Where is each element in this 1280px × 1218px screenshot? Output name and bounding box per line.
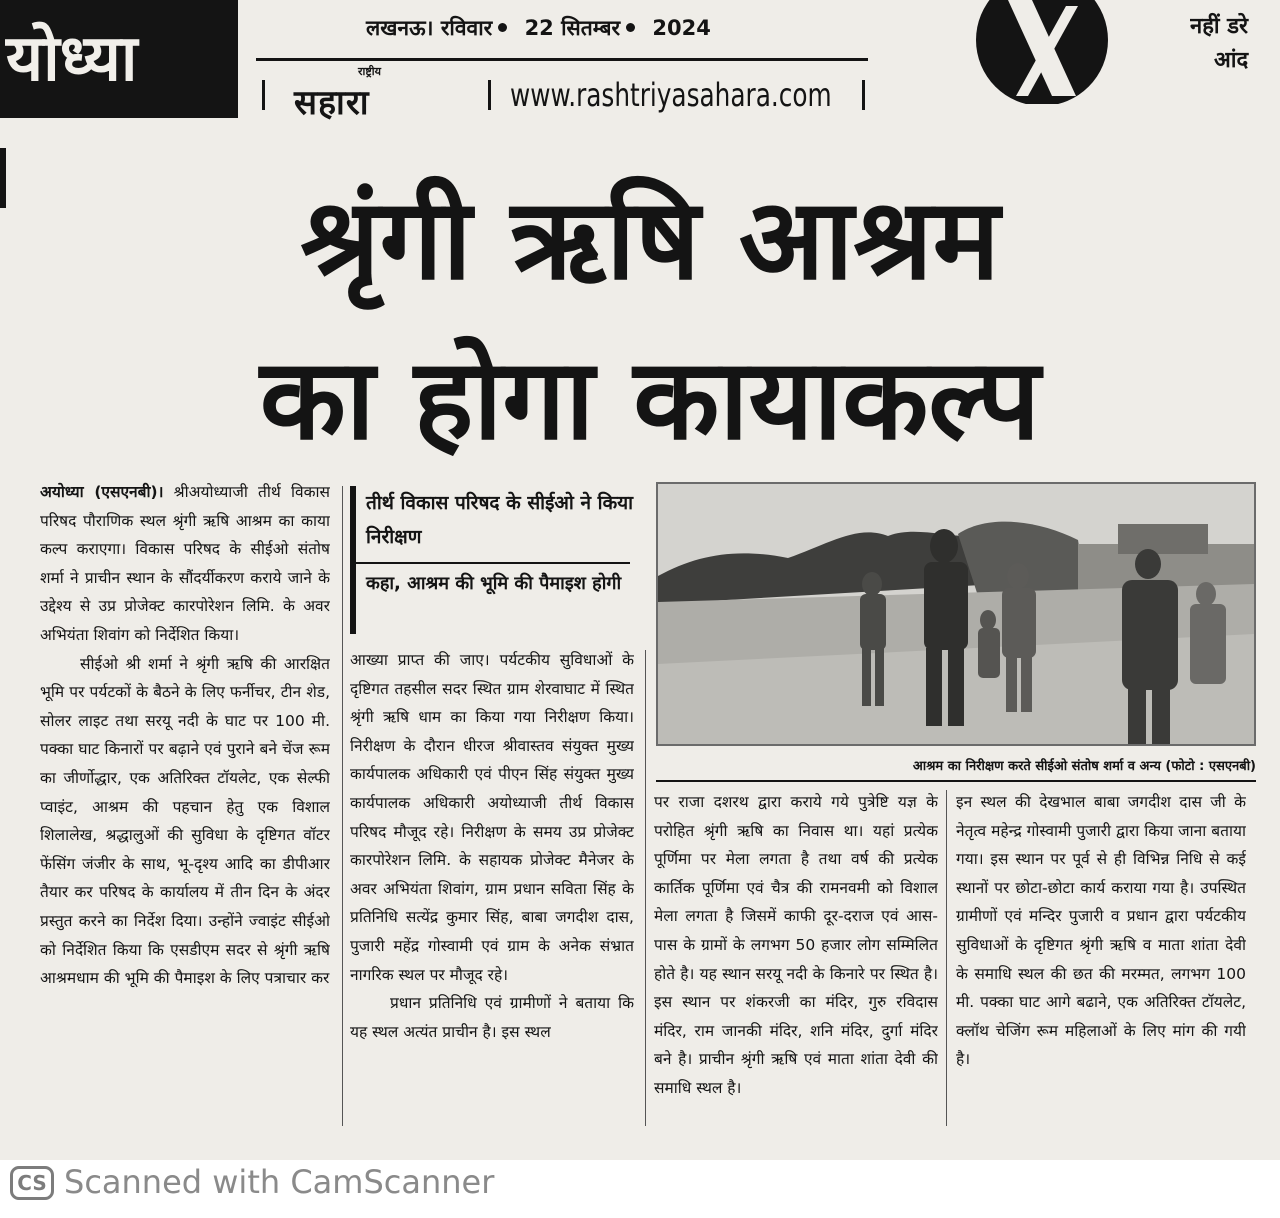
- divider: [262, 80, 265, 110]
- column-rule: [946, 790, 947, 1126]
- brand-logo: सहारा: [294, 83, 370, 123]
- headline-line-1: श्रृंगी ऋषि आश्रम: [300, 175, 1000, 305]
- camscanner-logo-icon: CS: [10, 1166, 54, 1200]
- tagline-line: नहीं डरे: [1190, 14, 1249, 39]
- photo-image: [658, 484, 1254, 744]
- dateline: [366, 14, 711, 42]
- news-photo: [656, 482, 1256, 746]
- dateline-date: 22 सितम्बर: [524, 16, 621, 40]
- article-column-1: [40, 478, 330, 1138]
- paragraph: प्रधान प्रतिनिधि एवं ग्रामीणों ने बताया कि यह स्थल अत्यंत प्राचीन है। इस स्थल: [350, 994, 634, 1041]
- dateline-city: लखनऊ।: [366, 16, 434, 40]
- deck: [350, 486, 638, 600]
- byline: अयोध्या (एसएनबी)।: [40, 483, 164, 501]
- bullet-icon: [498, 23, 507, 32]
- column-rule: [342, 486, 343, 1126]
- edge-mark: [0, 148, 6, 208]
- tagline: [1190, 10, 1280, 78]
- masthead-rule: [256, 58, 868, 61]
- paragraph: आख्या प्राप्त की जाए। पर्यटकीय सुविधाओं के दृष्टिगत तहसील सदर स्थित ग्राम शेरवाघाट में स्थित श्रृंगी ऋषि धाम का किया गया निरीक्षण किया। निरीक्षण के दौरान धीरज श्रीवास्तव संयुक्त मुख्य कार्यपालक अधिकारी एवं पीएन सिंह संयुक्त मुख्य कार्यपालक अधिकारी अयोध्याजी तीर्थ विकास परिषद मौजूद रहे। निरीक्षण के समय उप्र प्रोजेक्ट कारपोरेशन लिमि. के सहायक प्रोजेक्ट मैनेजर के अवर अभियंता शिवांग, ग्राम प्रधान सविता सिंह के प्रतिनिधि सत्येंद्र कुमार सिंह, बाबा जगदीश दास, पुजारी महेंद्र गोस्वामी एवं ग्राम के अनेक संभ्रात नागरिक स्थल पर मौजूद रहे।: [350, 651, 634, 984]
- brand-prefix: राष्ट्रीय: [358, 65, 382, 78]
- article-column-4: [956, 788, 1246, 1128]
- tagline-line: आंद: [1214, 48, 1249, 73]
- paragraph: पर राजा दशरथ द्वारा कराये गये पुत्रेष्टि यज्ञ के परोहित श्रृंगी ऋषि का निवास था। यहां प्रत्येक पूर्णिमा पर मेला लगता है तथा वर्ष की प्रत्येक कार्तिक पूर्णिमा एवं चैत्र की रामनवमी को विशाल मेला लगता है जिसमें काफी दूर-दराज एवं आस-पास के ग्रामों के लगभग 50 हजार लोग सम्मिलित होते है। यह स्थान सरयू नदी के किनारे पर स्थित है। इस स्थान पर शंकरजी का मंदिर, गुरु रविदास मंदिर, राम जानकी मंदिर, शनि मंदिर, दुर्गा मंदिर बने है। प्राचीन श्रृंगी ऋषि एवं माता शांता देवी की समाधि स्थल है।: [654, 793, 938, 1097]
- photo-caption: आश्रम का निरीक्षण करते सीईओ संतोष शर्मा व अन्य (फोटो : एसएनबी): [912, 759, 1256, 774]
- paragraph: इन स्थल की देखभाल बाबा जगदीश दास जी के नेतृत्व महेन्द्र गोस्वामी पुजारी द्वारा किया जाना बताया गया। इस स्थान पर पूर्व से ही विभिन्न निधि से कई स्थानों पर छोटा-छोटा कार्य कराया गया है। उपस्थित ग्रामीणों एवं मन्दिर पुजारी व प्रधान द्वारा पर्यटकीय सुविधाओं के दृष्टिगत श्रृंगी ऋषि व माता शांता देवी के समाधि स्थल की छत की मरम्मत, लगभग 100 मी. पक्का घाट आगे बढाने, एक अतिरिक्त टॉयलेट, क्लॉथ चेजिंग रूम महिलाओं के लिए मांग की गयी है।: [956, 793, 1246, 1069]
- caption-rule: [656, 780, 1256, 782]
- bullet-icon: [626, 23, 635, 32]
- deck-title: तीर्थ विकास परिषद के सीईओ ने किया निरीक्षण: [366, 492, 634, 548]
- deck-subtitle: कहा, आश्रम की भूमि की पैमाइश होगी: [366, 573, 622, 594]
- divider: [488, 80, 491, 110]
- scanner-watermark: Scanned with CamScanner: [64, 1163, 495, 1201]
- divider: [862, 80, 865, 110]
- section-label: योध्या: [0, 0, 238, 118]
- dateline-year: 2024: [652, 16, 711, 40]
- headline-line-2: का होगा कायाकल्प: [259, 335, 1041, 465]
- column-rule: [645, 650, 646, 1126]
- paragraph: सीईओ श्री शर्मा ने श्रृंगी ऋषि की आरक्षित भूमि पर पर्यटकों के बैठने के लिए फर्नीचर, टीन शेड, सोलर लाइट तथा सरयू नदी के घाट पर 100 मी. पक्का घाट किनारों पर बढ़ाने एवं पुराने बने चेंज रूम का जीर्णोद्धार, एक अतिरिक्त टॉयलेट, एक सेल्फी प्वाइंट, आश्रम की पहचान हेतु एक विशाल शिलालेख, श्रद्धालुओं की सुविधा के दृष्टिगत वॉटर फेंसिंग जंजीर के साथ, भू-दृश्य आदि का डीपीआर तैयार कर परिषद के कार्यालय में तीन दिन के अंदर प्रस्तुत करने का निर्देश दिया। उन्होंने ज्वाइंट सीईओ को निर्देशित किया कि एसडीएम सदर से श्रृंगी ऋषि आश्रमधाम की भूमि की पैमाइश के लिए पत्राचार कर: [40, 654, 330, 988]
- paragraph: श्रीअयोध्याजी तीर्थ विकास परिषद पौराणिक स्थल श्रृंगी ऋषि आश्रम का काया कल्प कराएगा। विकास परिषद के सीईओ संतोष शर्मा ने प्राचीन स्थान के सौंदर्यीकरण कराये जाने के उद्देश्य से उप्र प्रोजेक्ट कारपोरेशन लिमि. के अवर अभियंता शिवांग को निर्देशित किया।: [40, 483, 330, 644]
- website-url: www.rashtriyasahara.com: [510, 76, 832, 114]
- x-logo-icon: [974, 0, 1110, 104]
- article-column-3: [654, 788, 938, 1128]
- deck-rule: [350, 562, 630, 564]
- dateline-day: रविवार: [440, 16, 493, 40]
- article-column-2: [350, 646, 634, 1126]
